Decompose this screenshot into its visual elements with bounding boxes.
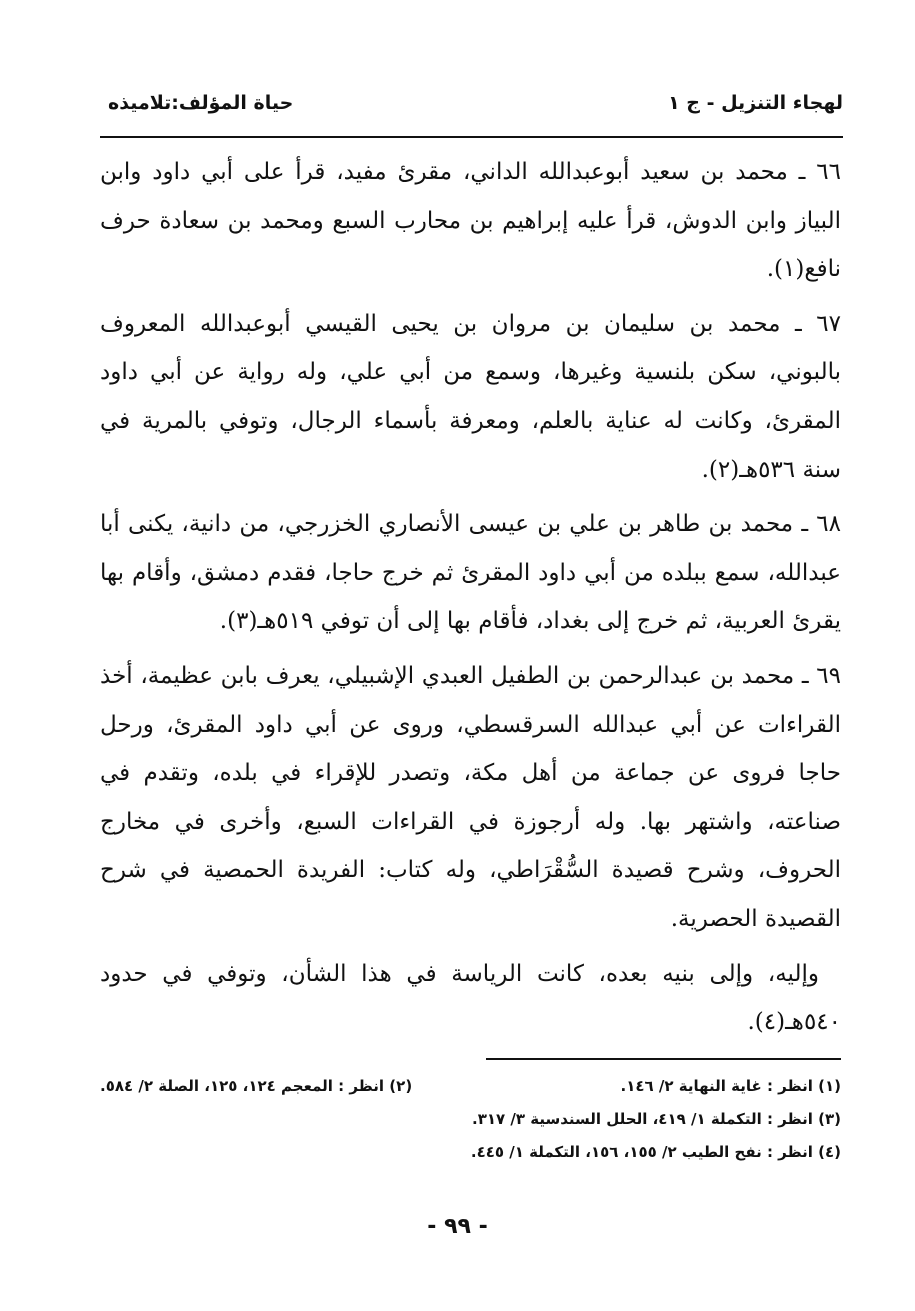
paragraph-entry-66: ٦٦ ـ محمد بن سعيد أبوعبدالله الداني، مقرئ مفيد، قرأ على أبي داود وابن البياز وابن الدوش، قرأ عليه إبراهيم بن محارب السبع ومحمد بن سعادة حرف نافع(١). — [100, 159, 841, 283]
paragraph-entry-67: ٦٧ ـ محمد بن سليمان بن مروان بن يحيى القيسي أبوعبدالله المعروف بالبوني، سكن بلنسية وغيرها، وسمع من أبي علي، وله رواية عن أبي داود المقرئ، وكانت له عناية بالعلم، ومعرفة بأسماء الرجال، وتوفي بالمرية في سنة ٥٣٦هـ(٢). — [100, 310, 841, 483]
footnote-3: (٣) انظر : التكملة ١/ ٤١٩، الحلل السندسية ٣/ ٣١٧. — [472, 1110, 841, 1128]
page-number: - ٩٩ - — [427, 1214, 488, 1239]
footnotes — [100, 1070, 841, 1169]
footnote-row — [100, 1070, 841, 1103]
section-title: حياة المؤلف:تلاميذه — [108, 92, 294, 114]
footnote-1: (١) انظر : غاية النهاية ٢/ ١٤٦. — [620, 1077, 841, 1095]
footnote-row — [100, 1136, 841, 1169]
book-title: لهجاء التنزيل - ج ١ — [668, 92, 843, 114]
running-header — [108, 86, 843, 120]
footnote-separator — [486, 1058, 841, 1060]
footnote-4: (٤) انظر : نفح الطيب ٢/ ١٥٥، ١٥٦، التكملة ١/ ٤٤٥. — [470, 1143, 841, 1161]
footnote-2: (٢) انظر : المعجم ١٢٤، ١٢٥، الصلة ٢/ ٥٨٤. — [100, 1077, 413, 1095]
paragraph-entry-69: ٦٩ ـ محمد بن عبدالرحمن بن الطفيل العبدي الإشبيلي، يعرف بابن عظيمة، أخذ القراءات عن أبي عبدالله السرقسطي، وروى عن أبي داود المقرئ، ورحل حاجا فروى عن جماعة من أهل مكة، وتصدر للإقراء في بلده، وتقدم في صناعته، واشتهر بها. وله أرجوزة في القراءات السبع، وأخرى في مخارج الحروف، وشرح قصيدة السُّقْرَاطي، وله كتاب: الفريدة الحمصية في شرح القصيدة الحصرية. — [100, 662, 841, 932]
paragraph-entry-68: ٦٨ ـ محمد بن طاهر بن علي بن عيسى الأنصاري الخزرجي، من دانية، يكنى أبا عبدالله، سمع ببلده من أبي داود المقرئ ثم خرج حاجا، فقدم دمشق، وأقام بها يقرئ العربية، ثم خرج إلى بغداد، فأقام بها إلى أن توفي ٥١٩هـ(٣). — [100, 511, 841, 635]
header-divider — [100, 136, 843, 138]
main-text — [100, 148, 841, 1053]
footnote-row — [100, 1103, 841, 1136]
paragraph-entry-69-continued: وإليه، وإلى بنيه بعده، كانت الرياسة في هذا الشأن، وتوفي في حدود ٥٤٠هـ(٤). — [100, 960, 841, 1036]
